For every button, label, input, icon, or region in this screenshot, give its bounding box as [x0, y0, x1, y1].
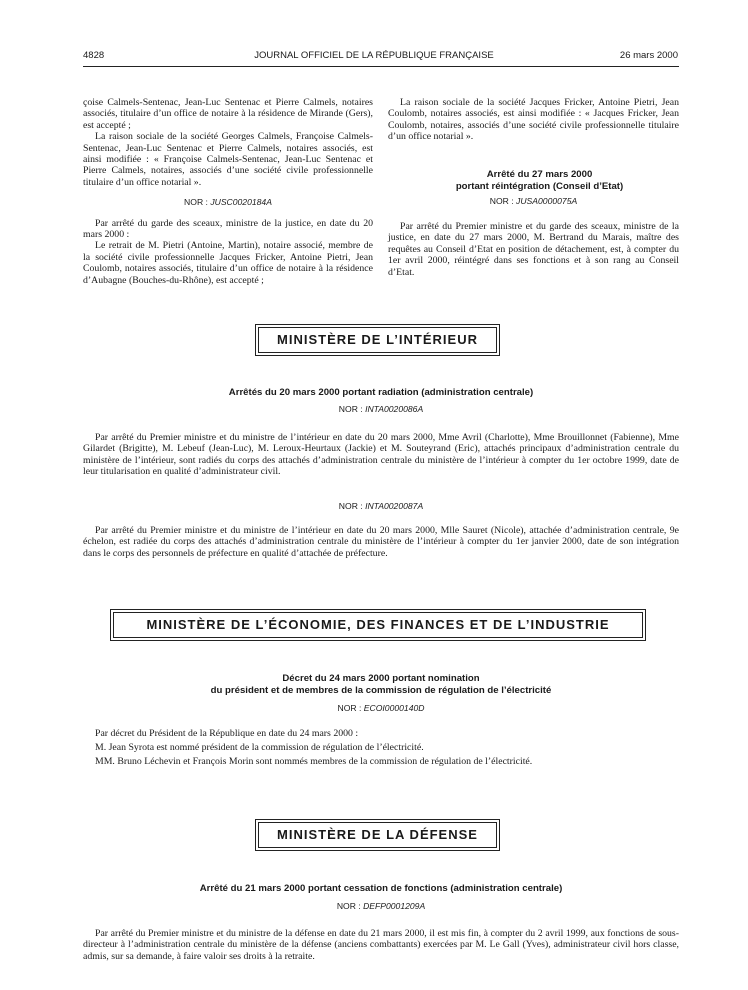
ministry-heading: MINISTÈRE DE L’INTÉRIEUR [258, 327, 497, 353]
paragraph: Par décret du Président de la République en date du 24 mars 2000 : [95, 728, 359, 739]
paragraph: Par arrêté du Premier ministre et du ministre de la défense en date du 21 mars 2000, il est mis fin, à compter du 2 avril 1999, aux fonctions de sous-directeur à l’administration centrale du ministère de la défense (anciens combattants) exercées par M. Le Gall (Yves), administrateur civil hors classe, admis, sur sa demande, à faire valoir ses droits à la retraite. [83, 928, 679, 962]
paragraph: Par arrêté du Premier ministre et du ministre de l’intérieur en date du 20 mars 2000, Mme Avril (Charlotte), Mme Brouillonnet (Fabienne), Mme Gilardet (Brigitte), M. Lebeuf (Jean-Luc), M. Leroux-Heurtaux (Jackie) et M. Souteyrand (Eric), attachés principaux d’administration centrale du ministère de l’intérieur, sont radiés du corps des attachés d’administration centrale du ministère de l’intérieur à compter du 1er octobre 1999, date de leur titularisation en qualité d’administrateur civil. [83, 432, 679, 478]
issue-date: 26 mars 2000 [619, 50, 678, 61]
paragraph: La raison sociale de la société Georges Calmels, Françoise Calmels-Sentenac, Jean-Luc Sentenac et Pierre Calmels, notaires associés, est ainsi modifiée : « Françoise Calmels-Sentenac, Jean-Luc Sentenac et Pierre Calmels, notaires, associés d’une société civile professionnelle titulaire d’un office notarial ». [83, 131, 373, 188]
page-number: 4828 [83, 50, 105, 61]
nor-reference: NOR : ECOI0000140D [337, 703, 425, 713]
paragraph: Le retrait de M. Pietri (Antoine, Martin), notaire associé, membre de la société civile professionnelle Jacques Fricker, Antoine Pietri, Jean Coulomb, notaires associés, titulaire d’un office de notaire à la résidence d’Aubagne (Bouches-du-Rhône), est accepté ; [83, 240, 373, 286]
decree-title: Arrêté du 21 mars 2000 portant cessation de fonctions (administration centrale) [199, 883, 563, 894]
paragraph: Par arrêté du Premier ministre et du ministre de l’intérieur en date du 20 mars 2000, Mlle Sauret (Nicole), attachée d’administration centrale, 9e échelon, est radiée du corps des attachés d’administration centrale du ministère de l’intérieur à compter du 1er janvier 2000, date de son intégration dans le corps des personnels de préfecture en qualité d’attachée de préfecture. [83, 525, 679, 559]
nor-reference: NOR : JUSC0020184A [184, 197, 272, 208]
paragraph: çoise Calmels-Sentenac, Jean-Luc Sentenac et Pierre Calmels, notaires associés, titulaire d’un office de notaire à la résidence de Mirande (Gers), est accepté ; [83, 97, 373, 131]
paragraph: Par arrêté du Premier ministre et du garde des sceaux, ministre de la justice, en date du 27 mars 2000, M. Bertrand du Marais, maître des requêtes au Conseil d’Etat en position de détachement, est, à compter du 1er avril 2000, réintégré dans ses fonctions et à son rang au Conseil d’Etat. [388, 221, 679, 278]
header-rule [83, 66, 679, 67]
decree-title: Décret du 24 mars 2000 portant nomination [282, 673, 480, 684]
paragraph-block [83, 728, 679, 767]
nor-reference: NOR : INTA0020087A [338, 501, 424, 511]
left-column [83, 97, 373, 286]
nor-reference: NOR : DEFP0001209A [336, 901, 426, 911]
nor-reference: NOR : INTA0020086A [338, 404, 424, 414]
paragraph-block [83, 525, 679, 559]
paragraph: M. Jean Syrota est nommé président de la commission de régulation de l’électricité. [95, 742, 424, 754]
paragraph-block [83, 928, 679, 962]
paragraph: MM. Bruno Léchevin et François Morin sont nommés membres de la commission de régulation de l’électricité. [95, 755, 533, 767]
decree-title: portant réintégration (Conseil d’Etat) [455, 180, 624, 192]
nor-reference: NOR : JUSA0000075A [489, 195, 578, 206]
journal-title: JOURNAL OFFICIEL DE LA RÉPUBLIQUE FRANÇAISE [254, 50, 494, 61]
ministry-heading: MINISTÈRE DE L’ÉCONOMIE, DES FINANCES ET DE L’INDUSTRIE [113, 612, 643, 638]
decree-title: Arrêté du 27 mars 2000 [486, 168, 593, 180]
decree-title: Arrêtés du 20 mars 2000 portant radiation (administration centrale) [228, 387, 534, 398]
right-column [388, 97, 679, 278]
decree-title: du président et de membres de la commission de régulation de l’électricité [210, 685, 552, 696]
paragraph: La raison sociale de la société Jacques Fricker, Antoine Pietri, Jean Coulomb, notaires associés, est ainsi modifiée : « Jacques Fricker, Jean Coulomb, notaires, associés d’une société civile professionnelle titulaire d’un office notarial ». [388, 97, 679, 143]
ministry-heading: MINISTÈRE DE LA DÉFENSE [258, 822, 497, 848]
paragraph-block [83, 432, 679, 478]
paragraph: Par arrêté du garde des sceaux, ministre de la justice, en date du 20 mars 2000 : [83, 217, 373, 241]
